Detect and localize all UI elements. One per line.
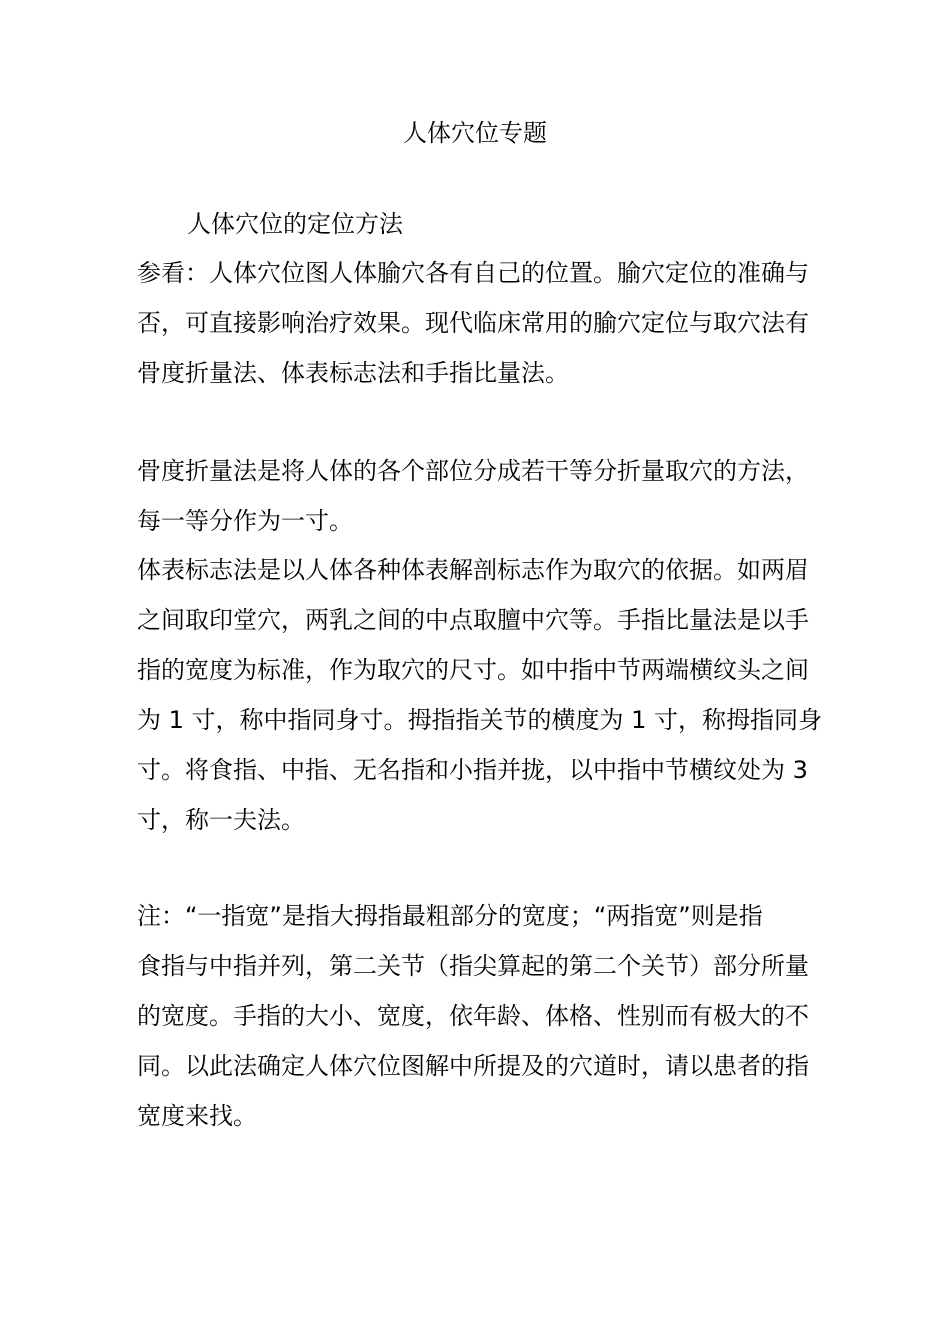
paragraph-intro	[137, 248, 809, 398]
text-line: 骨度折量法、体表标志法和手指比量法。	[137, 359, 569, 387]
text-line: 宽度来找。	[137, 1102, 257, 1130]
text-line: 同。以此法确定人体穴位图解中所提及的穴道时，请以患者的指	[137, 1052, 809, 1080]
text-line: 体表标志法是以人体各种体表解剖标志作为取穴的依据。如两眉	[137, 556, 809, 584]
paragraph-bone-measurement	[137, 446, 809, 546]
paragraph-note	[137, 891, 809, 1141]
section-heading: 人体穴位的定位方法	[187, 210, 403, 238]
text-line: 寸，称一夫法。	[137, 806, 305, 834]
text-line: 参看：人体穴位图人体腧穴各有自己的位置。腧穴定位的准确与	[137, 259, 809, 287]
paragraph-landmark-finger-method	[137, 545, 823, 845]
text-line: 每一等分作为一寸。	[137, 507, 353, 535]
text-line: 食指与中指并列，第二关节（指尖算起的第二个关节）部分所量	[137, 952, 809, 980]
text-line: 注：“一指宽”是指大拇指最粗部分的宽度；“两指宽”则是指	[137, 902, 763, 930]
text-line: 之间取印堂穴，两乳之间的中点取膻中穴等。手指比量法是以手	[137, 606, 809, 634]
text-line: 骨度折量法是将人体的各个部位分成若干等分折量取穴的方法，	[137, 457, 809, 485]
text-line: 寸。将食指、中指、无名指和小指并拢，以中指中节横纹处为 3	[137, 756, 808, 784]
text-line: 的宽度。手指的大小、宽度，依年龄、体格、性别而有极大的不	[137, 1002, 809, 1030]
text-line: 为 1 寸，称中指同身寸。拇指指关节的横度为 1 寸，称拇指同身	[137, 706, 823, 734]
text-line: 指的宽度为标准，作为取穴的尺寸。如中指中节两端横纹头之间	[137, 656, 809, 684]
document-title: 人体穴位专题	[403, 119, 547, 147]
text-line: 否，可直接影响治疗效果。现代临床常用的腧穴定位与取穴法有	[137, 309, 809, 337]
